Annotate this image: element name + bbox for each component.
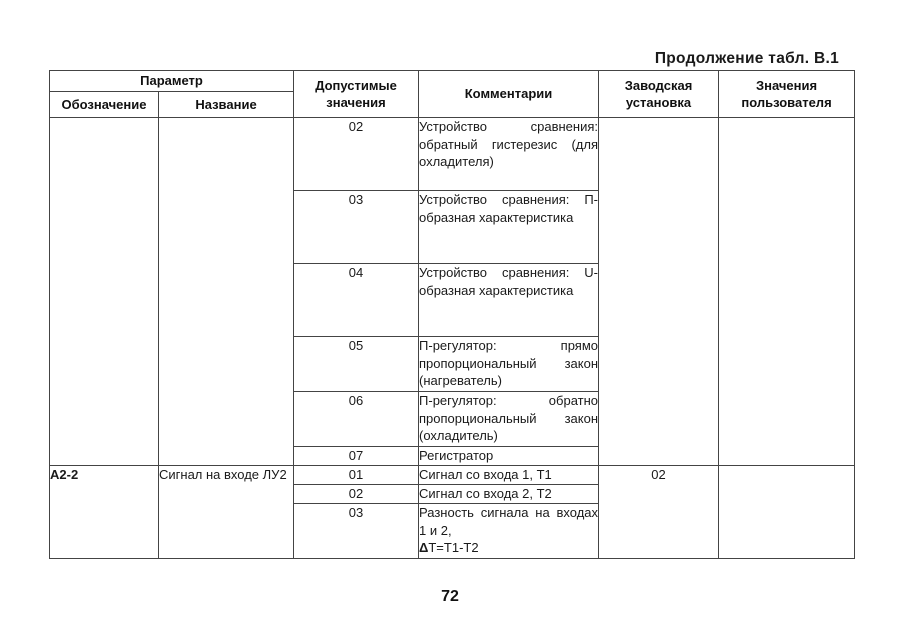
allowed-value-cell: 01 [294,466,419,485]
table-row-a2-2 [50,466,855,485]
table-caption: Продолжение табл. В.1 [654,50,839,67]
comment-cell: Сигнал со входа 1, Т1 [419,466,599,485]
designation-cell-empty [50,118,159,466]
header-designation: Обозначение [50,92,159,118]
allowed-value-cell: 06 [294,392,419,447]
delta-symbol: Δ [419,540,429,555]
header-factory-setting: Заводская установка [599,71,719,118]
comment-cell: Регистратор [419,447,599,466]
allowed-value-cell: 05 [294,337,419,392]
allowed-value-cell: 02 [294,118,419,191]
header-parameter: Параметр [50,71,294,92]
header-row-1 [50,71,855,92]
page-number: 72 [441,588,459,605]
name-cell-empty [159,118,294,466]
user-value-cell [719,466,855,559]
header-comments: Комментарии [419,71,599,118]
parameters-table [49,70,855,559]
user-value-cell-empty [719,118,855,466]
comment-cell: Устройство сравнения: обратный гистерезис (для охладителя) [419,118,599,191]
comment-text: Разность сигнала на входах 1 и 2, [419,505,599,538]
formula-text: Т=Т1-Т2 [428,540,479,555]
header-name: Название [159,92,294,118]
header-allowed-values: Допустимые значения [294,71,419,118]
table-row [50,118,855,191]
comment-cell: Устройство сравнения: U-образная характеристика [419,264,599,337]
comment-cell: Устройство сравнения: П-образная характеристика [419,191,599,264]
allowed-value-cell: 02 [294,485,419,504]
allowed-value-cell: 04 [294,264,419,337]
designation-cell: А2-2 [50,466,159,559]
header-user-values: Значения пользователя [719,71,855,118]
factory-setting-cell: 02 [599,466,719,559]
comment-cell: Сигнал со входа 2, Т2 [419,485,599,504]
comment-cell: П-регулятор: обратно пропорциональный закон (охладитель) [419,392,599,447]
comment-cell [419,504,599,559]
comment-cell: П-регулятор: прямо пропорциональный закон (нагреватель) [419,337,599,392]
factory-setting-cell-empty [599,118,719,466]
allowed-value-cell: 03 [294,504,419,559]
allowed-value-cell: 03 [294,191,419,264]
allowed-value-cell: 07 [294,447,419,466]
name-cell: Сигнал на входе ЛУ2 [159,466,294,559]
